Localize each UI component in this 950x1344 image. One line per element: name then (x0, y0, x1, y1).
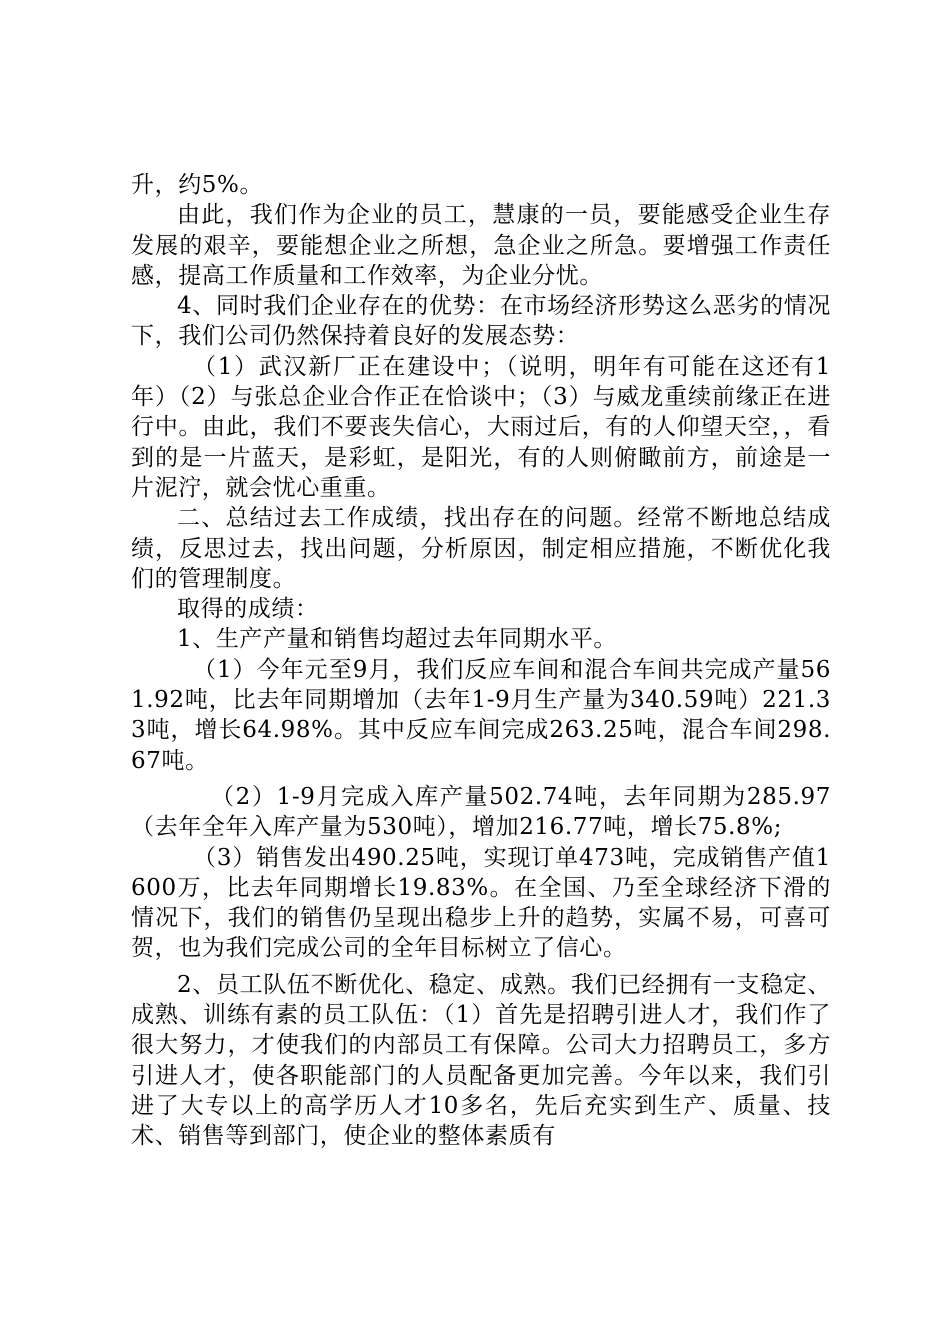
paragraph-staff: 2、员工队伍不断优化、稳定、成熟。我们已经拥有一支稳定、成熟、训练有素的员工队伍：（1）首先是招聘引进人才，我们作了很大努力，才使我们的内部员工有保障。公司大力招聘员工，多方引进人才，使各职能部门的人员配备更加完善。今年以来，我们引进了大专以上的高学历人才10多名，先后充实到生产、质量、技术、销售等到部门，使企业的整体素质有 (131, 971, 831, 1150)
paragraph-production-output: （1）今年元至9月，我们反应车间和混合车间共完成产量561.92吨，比去年同期增加（去年1-9月生产量为340.59吨）221.33吨，增长64.98%。其中反应车间完成263.25吨，混合车间298.67吨。 (131, 656, 831, 774)
paragraph-achievement-one: 1、生产产量和销售均超过去年同期水平。 (177, 626, 618, 653)
paragraph-section-two: 二、总结过去工作成绩，找出存在的问题。经常不断地总结成绩，反思过去，找出问题，分析原因，制定相应措施，不断优化我们的管理制度。 (131, 505, 831, 592)
paragraph-sales: （3）销售发出490.25吨，实现订单473吨，完成销售产值1600万，比去年同期增长19.83%。在全国、乃至全球经济下滑的情况下，我们的销售仍呈现出稳步上升的趋势，实属不易，可喜可贺，也为我们完成公司的全年目标树立了信心。 (131, 844, 831, 962)
paragraph-achievements-heading: 取得的成绩： (177, 596, 319, 623)
paragraph-advantages: 4、同时我们企业存在的优势：在市场经济形势这么恶劣的情况下，我们公司仍然保持着良好的发展态势： (131, 293, 831, 350)
paragraph-advantage-items: （1）武汉新厂正在建设中；（说明，明年有可能在这还有1年）（2）与张总企业合作正在恰谈中；（3）与威龙重续前缘正在进行中。由此，我们不要丧失信心，大雨过后，有的人仰望天空，，看到的是一片蓝天，是彩虹，是阳光，有的人则俯瞰前方，前途是一片泥泞，就会忧心重重。 (131, 353, 831, 501)
paragraph-employee-responsibility: 由此，我们作为企业的员工，慧康的一员，要能感受企业生存发展的艰辛，要能想企业之所想，急企业之所急。要增强工作责任感，提高工作质量和工作效率，为企业分忧。 (131, 202, 831, 289)
paragraph-warehouse-output: （2）1-9月完成入库产量502.74吨，去年同期为285.97（去年全年入库产量为530吨），增加216.77吨，增长75.8%; (131, 783, 831, 841)
document-page (131, 170, 831, 1152)
paragraph-continuation: 升，约5%。 (131, 172, 264, 198)
